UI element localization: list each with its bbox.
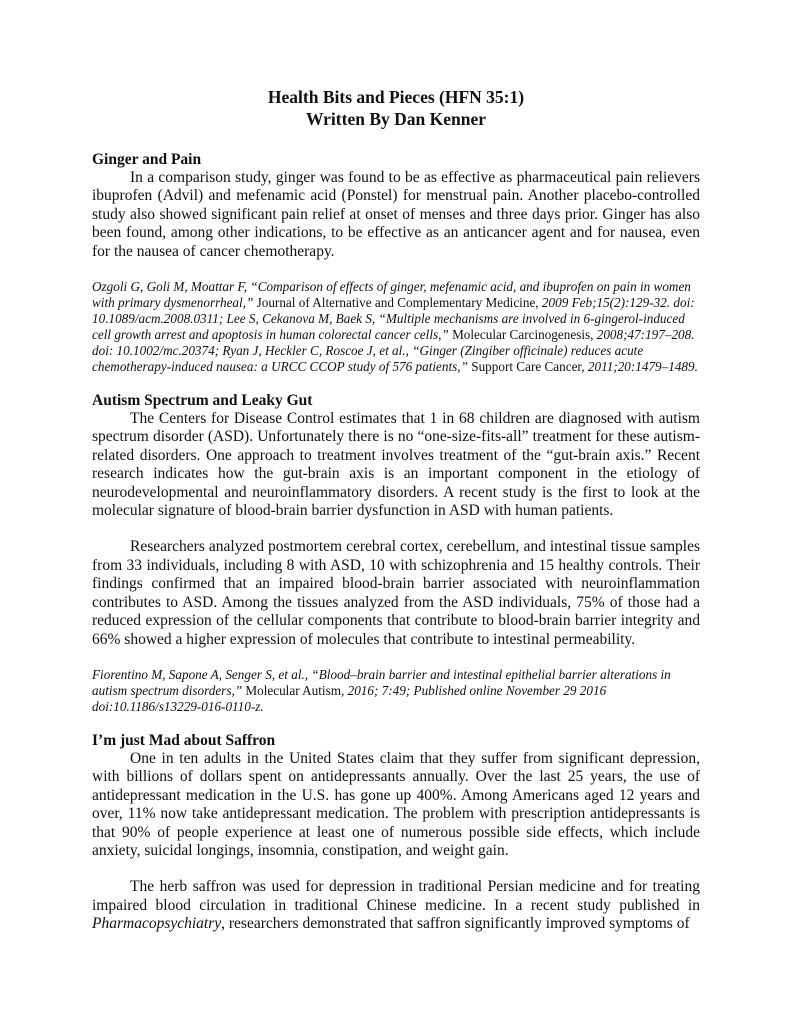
- citation-ginger: Ozgoli G, Goli M, Moattar F, “Comparison of effects of ginger, mefenamic acid, and ibuprofen on pain in women with primary dysmenorrheal,” Journal of Alternative and Complementary Medicine, 2009 Feb;15(2):129-32. doi: 10.1089/acm.2008.0311; Lee S, Cekanova M, Baek S, “Multiple mechanisms are involved in 6-gingerol-induced cell growth arrest and apoptosis in human colorectal cancer cells,” Molecular Carcinogenesis, 2008;47:197–208. doi: 10.1002/mc.20374; Ryan J, Heckler C, Roscoe J, et al., “Ginger (Zingiber officinale) reduces acute chemotherapy-induced nausea: a URCC CCOP study of 576 patients,” Support Care Cancer, 2011;20:1479–1489.: [92, 279, 698, 375]
- section-heading-saffron: I’m just Mad about Saffron: [92, 731, 276, 749]
- paragraph-autism-researchers: Researchers analyzed postmortem cerebral cortex, cerebellum, and intestinal tissue samples from 33 individuals, including 8 with ASD, 10 with schizophrenia and 15 healthy controls. Their findings confirmed that an impaired blood-brain barrier associated with neuroinflammation contributes to ASD. Among the tissues analyzed from the ASD individuals, 75% of those had a reduced expression of the cellular components that contribute to blood-brain barrier integrity and 66% showed a higher expression of molecules that contribute to intestinal permeability.: [92, 538, 700, 648]
- paragraph-saffron-depression: One in ten adults in the United States claim that they suffer from significant depression, with billions of dollars spent on antidepressants annually. Over the last 25 years, the use of antidepressant medication in the U.S. has gone up 400%. Among Americans aged 12 years and over, 11% now take antidepressant medication. The problem with prescription antidepressants is that 90% of people experience at least one of numerous possible side effects, which include anxiety, suicidal longings, insomnia, constipation, and weight gain.: [92, 749, 700, 859]
- document-title-block: [92, 86, 700, 130]
- section-autism-spectrum-and-leaky-gut: [92, 391, 700, 715]
- paragraph-saffron-herb: The herb saffron was used for depression in traditional Persian medicine and for treating impaired blood circulation in traditional Chinese medicine. In a recent study published in Pharmacopsychiatry, researchers demonstrated that saffron significantly improved symptoms of: [92, 878, 700, 933]
- section-saffron: [92, 731, 700, 934]
- section-heading-autism-spectrum: Autism Spectrum and Leaky Gut: [92, 392, 313, 410]
- paragraph-autism-cdc: The Centers for Disease Control estimates that 1 in 68 children are diagnosed with autism spectrum disorder (ASD). Unfortunately there is no “one-size-fits-all” treatment for these autism-related disorders. One approach to treatment involves treatment of the “gut-brain axis.” Recent research indicates how the gut-brain axis is an important component in the etiology of neurodevelopmental and neuroinflammatory disorders. A recent study is the first to look at the molecular signature of blood-brain barrier dysfunction in ASD with human patients.: [92, 410, 700, 520]
- paragraph-ginger-study: In a comparison study, ginger was found to be as effective as pharmaceutical pain relievers ibuprofen (Advil) and mefenamic acid (Ponstel) for menstrual pain. Another placebo-controlled study also showed significant pain relief at onset of menses and three days prior. Ginger has also been found, among other indications, to be effective as an anticancer agent and for nausea, even for the nausea of cancer chemotherapy.: [92, 169, 700, 260]
- document-title: Health Bits and Pieces (HFN 35:1): [267, 87, 525, 107]
- document-content: [92, 86, 700, 952]
- document-byline: Written By Dan Kenner: [305, 109, 487, 129]
- section-ginger-and-pain: [92, 150, 700, 375]
- citation-autism: Fiorentino M, Sapone A, Senger S, et al., “Blood–brain barrier and intestinal epithelial barrier alterations in autism spectrum disorders,” Molecular Autism, 2016; 7:49; Published online November 29 2016 doi:10.1186/s13229-016-0110-z.: [92, 666, 671, 714]
- section-heading-ginger-and-pain: Ginger and Pain: [92, 151, 202, 168]
